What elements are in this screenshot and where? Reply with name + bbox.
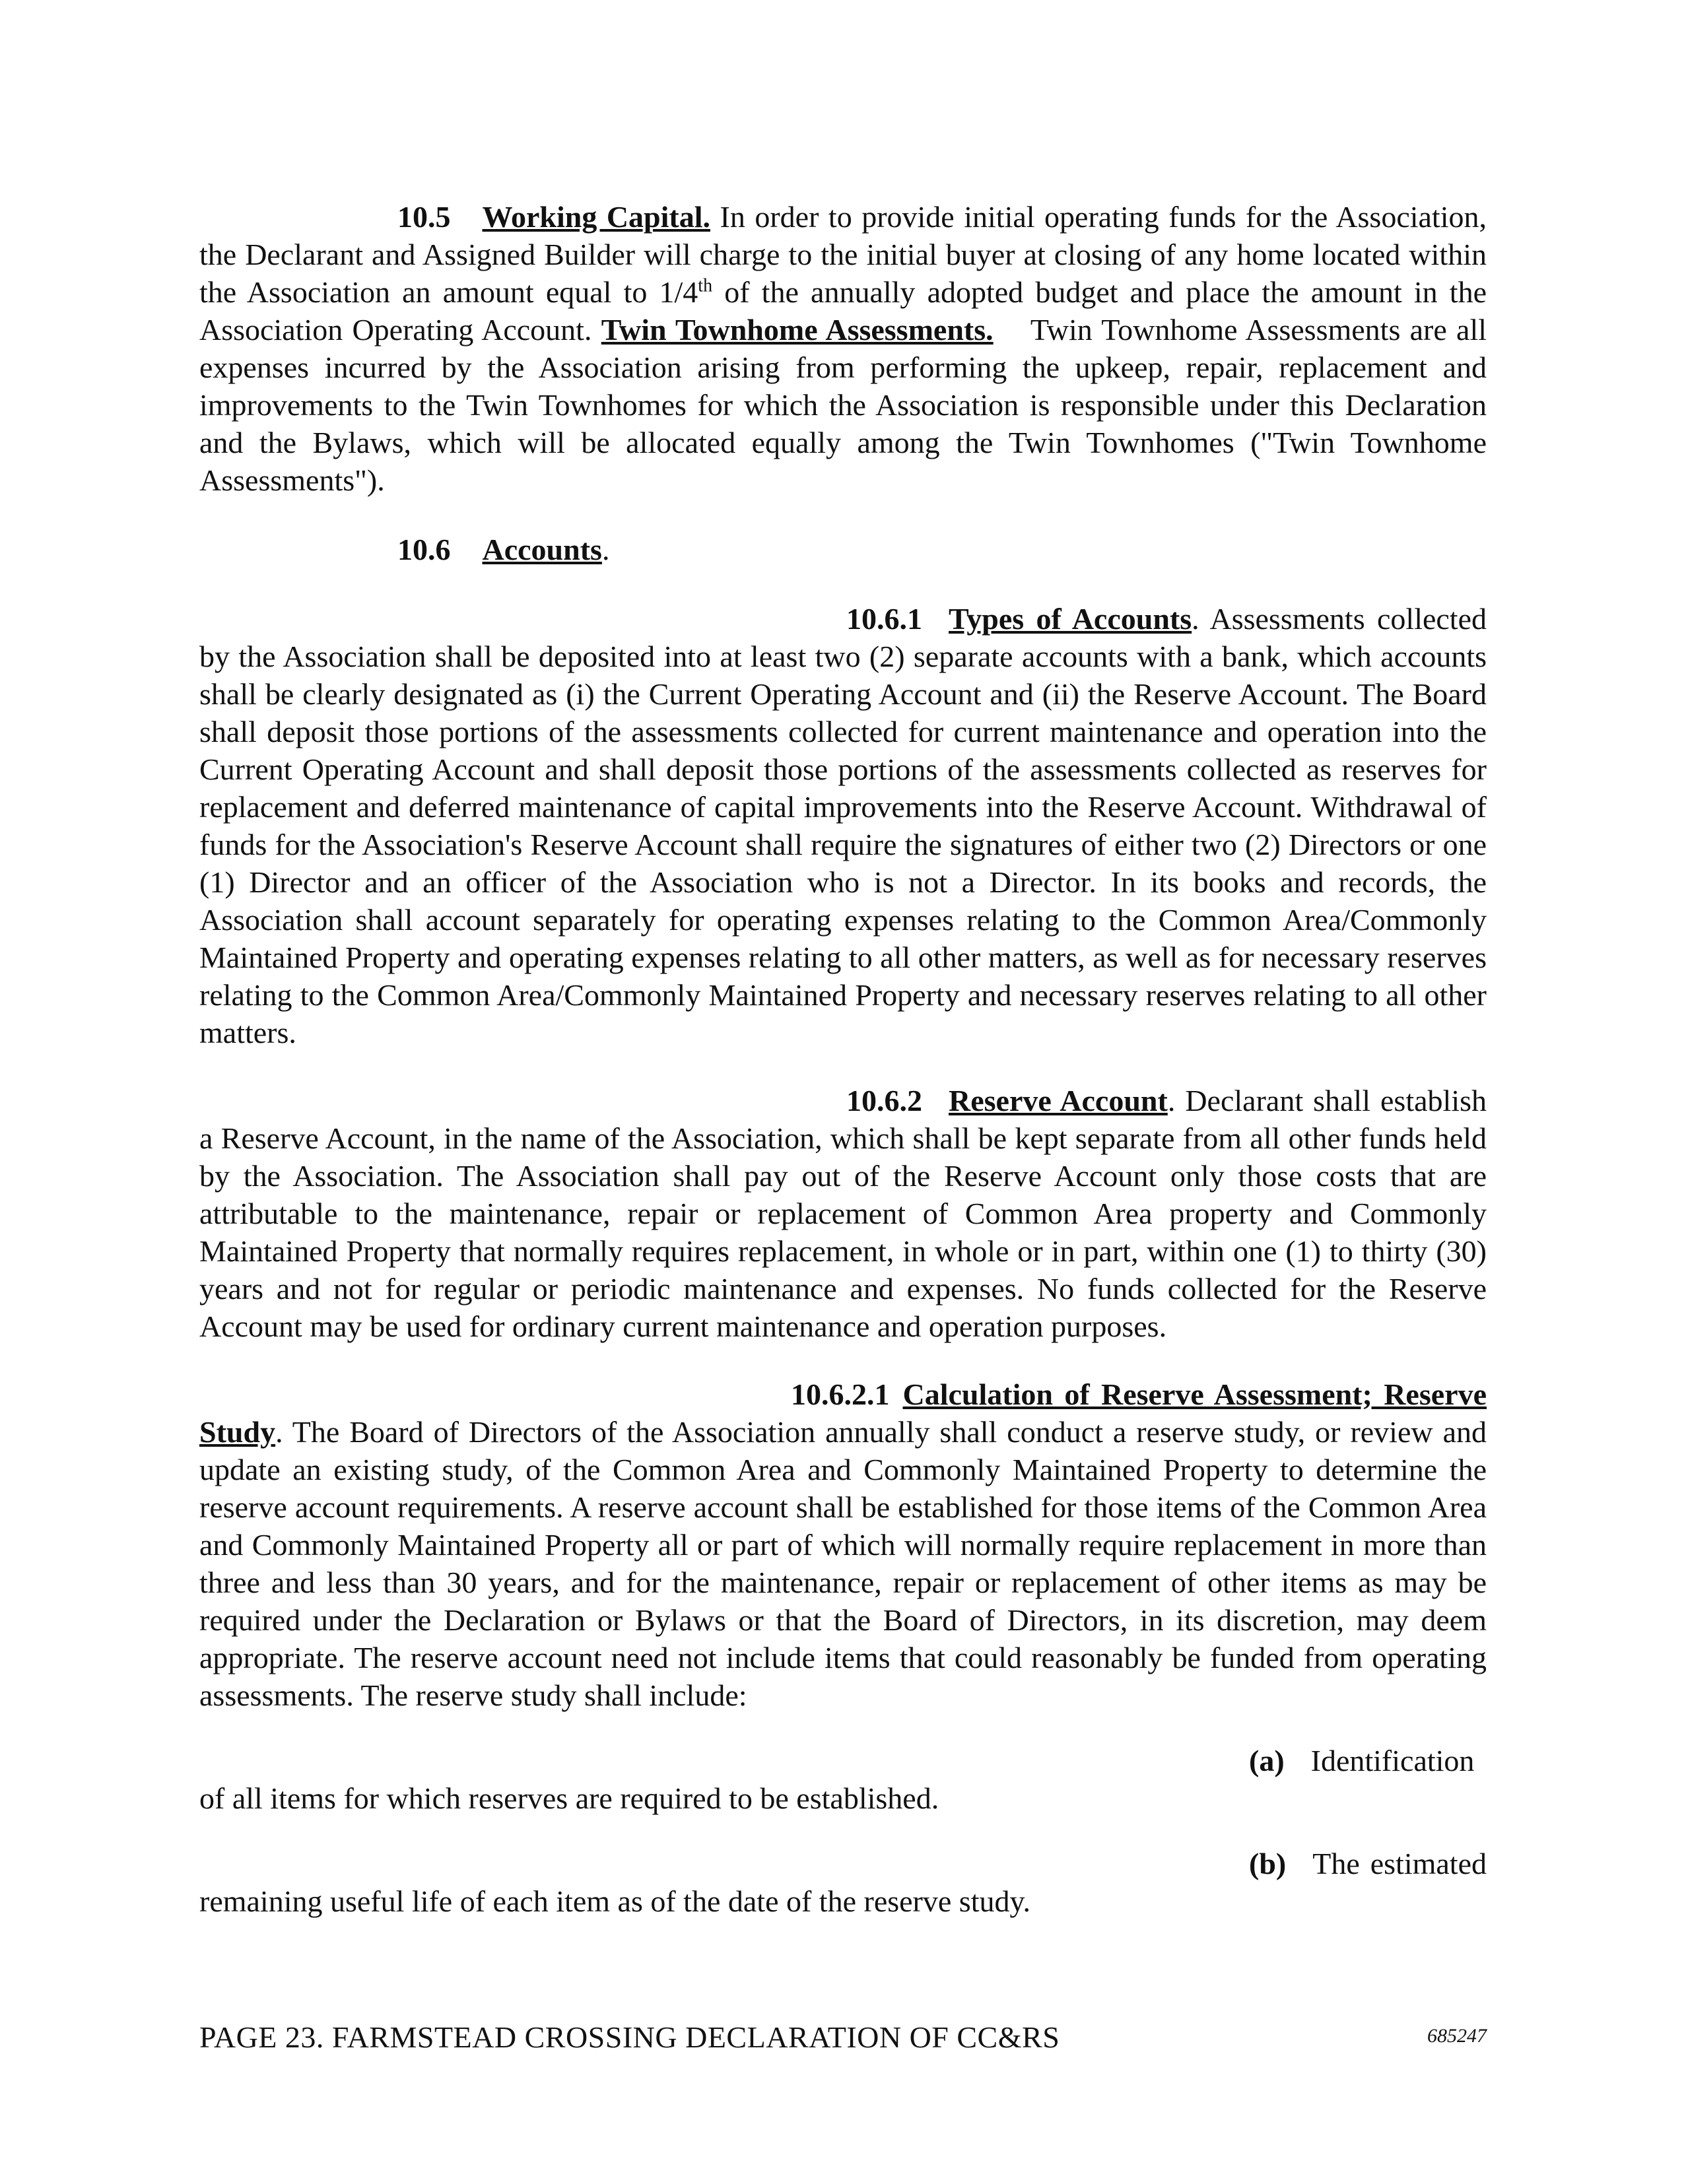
list-item (199, 1845, 1487, 1920)
section-punctuation: . (601, 533, 610, 566)
item-text: The estimated remaining useful life of each item as of the date of the reserve study. (199, 1847, 1487, 1918)
section-10-6-2-1 (199, 1375, 1487, 1714)
section-text: . The Board of Directors of the Association annually shall conduct a reserve study, or review and update an existing study, of the Common Area and Commonly Maintained Property to determine the reserve account requirements. A reserve account shall be established for those items of the Common Area and Commonly Maintained Property all or part of which will normally require replacement in more than three and less than 30 years, and for the maintenance, repair or replacement of other items as may be required under the Declaration or Bylaws or that the Board of Directors, in its discretion, may deem appropriate. The reserve account need not include items that could reasonably be funded from operating assessments. The reserve study shall include: (199, 1415, 1487, 1712)
section-title: Calculation of Reserve Assessment; Reserve Study (199, 1377, 1487, 1449)
section-text: In order to provide initial operating funds for the Association, the Declarant and Assigned Builder will charge to the initial buyer at closing of any home located within the Association an amount equal to 1/4 (199, 200, 1487, 309)
item-label: (a) (1249, 1744, 1285, 1777)
section-10-6-1 (199, 600, 1487, 1051)
document-page (199, 198, 1487, 1920)
section-number: 10.5 (397, 200, 451, 234)
section-title: Types of Accounts (949, 602, 1192, 636)
section-text: . Assessments collected by the Association shall be deposited into at least two (2) separate accounts with a bank, which accounts shall be clearly designated as (i) the Current Operating Account and (ii) the Reserve Account. The Board shall deposit those portions of the assessments collected for current maintenance and operation into the Current Operating Account and shall deposit those portions of the assessments collected as reserves for replacement and deferred maintenance of capital improvements into the Reserve Account. Withdrawal of funds for the Association's Reserve Account shall require the signatures of either two (2) Directors or one (1) Director and an officer of the Association who is not a Director. In its books and records, the Association shall account separately for operating expenses relating to the Common Area/Commonly Maintained Property and operating expenses relating to all other matters, as well as for necessary reserves relating to the Common Area/Commonly Maintained Property and necessary reserves relating to all other matters. (199, 602, 1487, 1049)
superscript: th (698, 275, 713, 296)
section-text: Twin Townhome Assessments are all expenses incurred by the Association arising from performing the upkeep, repair, replacement and improvements to the Twin Townhomes for which the Association is responsible under this Declaration and the Bylaws, which will be allocated equally among the Twin Townhomes ("Twin Townhome Assessments"). (199, 313, 1487, 497)
section-text: of the annually adopted budget and place the amount in the Association Operating Account. (199, 275, 1487, 347)
section-10-6-2 (199, 1082, 1487, 1345)
section-number: 10.6.2.1 (791, 1377, 890, 1411)
section-number: 10.6 (397, 533, 451, 566)
section-title: Accounts (482, 533, 602, 566)
item-label: (b) (1249, 1847, 1287, 1880)
section-number: 10.6.1 (846, 602, 922, 636)
section-number: 10.6.2 (846, 1084, 922, 1117)
section-10-6 (199, 531, 1487, 568)
section-title: Working Capital. (482, 200, 711, 234)
list-item (199, 1742, 1487, 1817)
footer-document-number: 685247 (1427, 2025, 1487, 2047)
item-text: Identification of all items for which reserves are required to be established. (199, 1744, 1475, 1815)
page-footer (199, 2020, 1487, 2059)
section-text: . Declarant shall establish a Reserve Account, in the name of the Association, which shall be kept separate from all other funds held by the Association. The Association shall pay out of the Reserve Account only those costs that are attributable to the maintenance, repair or replacement of Common Area property and Commonly Maintained Property that normally requires replacement, in whole or in part, within one (1) to thirty (30) years and not for regular or periodic maintenance and expenses. No funds collected for the Reserve Account may be used for ordinary current maintenance and operation purposes. (199, 1084, 1487, 1343)
section-10-5 (199, 198, 1487, 499)
footer-page-label: PAGE 23. FARMSTEAD CROSSING DECLARATION OF CC&RS (199, 2020, 1060, 2054)
subsection-title: Twin Townhome Assessments. (601, 313, 994, 347)
section-title: Reserve Account (949, 1084, 1168, 1117)
